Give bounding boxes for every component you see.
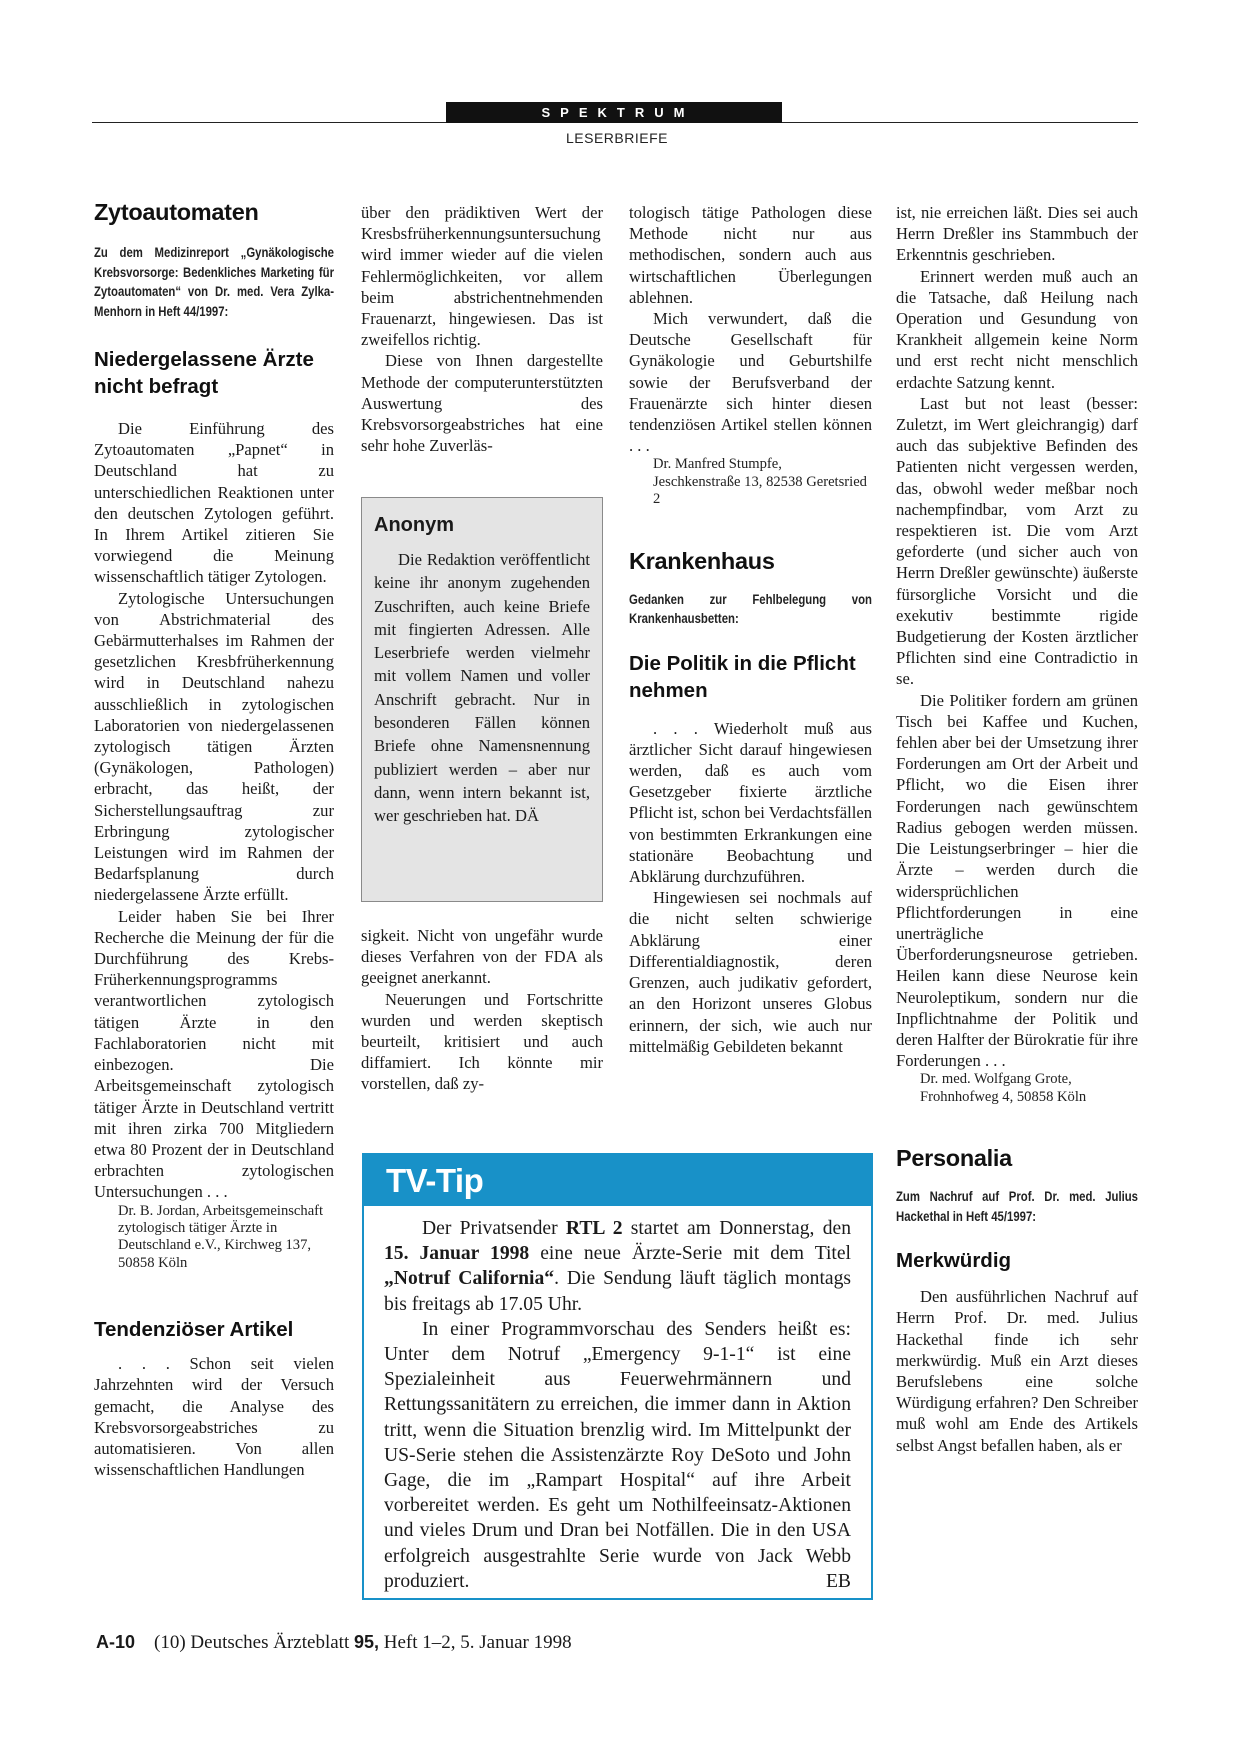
anonym-notice-box	[361, 497, 603, 902]
tv-tip-paragraph: Der Privatsender RTL 2 startet am Donnerstag, den 15. Januar 1998 eine neue Ärzte-Serie mit dem Titel „Notruf California“. Die Sendung läuft täglich montags bis freitags ab 17.05 Uhr.	[384, 1218, 852, 1315]
letter-paragraph: über den prädiktiven Wert der Kresbsfrüherkennungsuntersuchung wird immer wieder auf die vielen Fehlermöglichkeiten, vor allem beim abstrichentnehmenden Frauenarzt, hingewiesen. Das ist zweifellos richtig.	[361, 203, 603, 350]
letter-paragraph: Last but not least (besser: Zuletzt, im Wert gleichrangig) darf auch das subjektive Befinden des Patienten nicht vergessen werden, das, obwohl weder meßbar noch nachempfindbar, vom Arzt zu respektieren ist. Die vom Arzt geforderte (und sicher auch von Herrn Dreßler gewünschte) äußerste fürsorgliche Vorsicht und die exekutiv bestimmte rigide Budgetierung der Kosten ärztlicher Pflichten sind eine Contradictio in se.	[896, 393, 1138, 689]
headline-tendenzioeser-artikel: Tendenziöser Artikel	[94, 1318, 294, 1342]
letter-paragraph: Diese von Ihnen dargestellte Methode der computerunterstützten Auswertung des Krebsvorsorgeabstriches hat eine sehr hohe Zuverläs-	[361, 351, 603, 456]
letter-paragraph: Zytologische Untersuchungen von Abstrichmaterial des Gebärmutterhalses im Rahmen der gesetzlichen Kresbfrüherkennung wird in Deutschland nahezu ausschließlich in zytologischen Laboratorien von niedergelassenen zytologisch tätigen Ärzten (Gynäkologen, Pathologen) erbracht, das heißt, der Sicherstellungsauftrag zur Erbringung zytologischer Leistungen wird im Rahmen der Bedarfsplanung durch niedergelassene Ärzte erfüllt.	[94, 588, 334, 905]
letter-paragraph: . . . Wiederholt muß aus ärztlicher Sicht darauf hingewiesen werden, daß es auch vom Gesetzgeber fixierte ärztliche Pflicht ist, schon bei Verdachtsfällen von bestimmten Erkrankungen eine stationäre Beobachtung und Abklärung durchzuführen.	[629, 718, 872, 887]
intro-zytoautomaten: Zu dem Medizinreport „Gynäkologische Krebsvorsorge: Bedenkliches Marketing für Zytoautomaten“ von Dr. med. Vera Zylka-Menhorn in Heft 44/1997:	[94, 245, 334, 320]
letter-signature: Dr. Manfred Stumpfe, Jeschkenstraße 13, 82538 Geretsried 2	[653, 456, 867, 508]
letter-paragraph: Mich verwundert, daß die Deutsche Gesellschaft für Gynäkologie und Geburtshilfe sowie der Berufsverband der Frauenärzte sich hinter diesen tendenziösen Artikel stellen können . . .	[629, 309, 872, 456]
letter-paragraph: sigkeit. Nicht von ungefähr wurde dieses Verfahren von der FDA als geeignet anerkannt.	[361, 926, 603, 988]
headline-politik-pflicht: Die Politik in die Pflicht nehmen	[629, 651, 856, 702]
tv-tip-title: TV-Tip	[364, 1155, 871, 1206]
anonym-tag: DÄ	[515, 806, 539, 826]
headline-niedergelassene-aerzte: Niedergelassene Ärzte nicht befragt	[94, 348, 314, 398]
footer-issue: Heft 1–2, 5. Januar 1998	[379, 1632, 572, 1653]
footer-volume: 95,	[353, 1632, 380, 1652]
letter-signature: Dr. med. Wolfgang Grote, Frohnhofweg 4, 50858 Köln	[920, 1071, 1087, 1105]
section-subtitle: LESERBRIEFE	[566, 130, 668, 146]
letter-paragraph: Erinnert werden muß auch an die Tatsache, daß Heilung nach Operation und Gesundung von Krankheit allgemein keine Norm und erst recht nicht menschlich erdachte Satzung kennt.	[896, 266, 1138, 392]
letter-paragraph: Den ausführlichen Nachruf auf Herrn Prof. Dr. med. Julius Hackethal finde ich sehr merkwürdig. Muß ein Arzt dieses Berufslebens eine solche Würdigung erfahren? Den Schreiber muß wohl am Ende des Artikels selbst Angst befallen haben, als er	[896, 1287, 1138, 1455]
column-1	[94, 198, 334, 1480]
topic-personalia: Personalia	[896, 1145, 1012, 1172]
page-footer	[96, 1632, 572, 1654]
tv-tip-box	[362, 1153, 873, 1600]
letter-paragraph: Die Politiker fordern am grünen Tisch bei Kaffee und Kuchen, fehlen aber bei der Umsetzung ihrer Forderungen am Ort der Arbeit und Pflicht, wo die Eisen ihrer Forderungen nach gewünschtem Radius gebogen werden müssen. Die Leistungserbringer – hier die Ärzte – werden durch die widersprüchlichen Pflichtforderungen in eine unerträgliche Überforderungsneurose getrieben. Heilen kann diese Neurose kein Neuroleptikum, sondern nur die Inpflichtnahme der Politik und deren Halfter der Bürokratie für ihre Forderungen . . .	[896, 690, 1138, 1071]
letter-paragraph: tologisch tätige Pathologen diese Methode nicht nur aus methodischen, sondern auch aus wirtschaftlichen Überlegungen ablehnen.	[629, 203, 872, 307]
topic-krankenhaus: Krankenhaus	[629, 547, 775, 574]
intro-krankenhaus: Gedanken zur Fehlbelegung von Krankenhausbetten:	[629, 591, 872, 628]
anonym-text: Die Redaktion veröffentlicht keine ihr anonym zugehenden Zuschriften, auch keine Briefe mit fingierten Adressen. Alle Leserbriefe werden vielmehr mit vollem Namen und voller Anschrift gebracht. Nur in besonderen Fällen können Briefe ohne Namensnennung publiziert werden – aber nur dann, wenn intern bekannt ist, wer geschrieben hat.	[374, 550, 590, 826]
column-3	[629, 202, 872, 1057]
letter-paragraph: Hingewiesen sei nochmals auf die nicht selten schwierige Abklärung einer Differentialdiagnostik, deren Grenzen, auch judikativ gefordert, an den Horizont unseres Globus erinnern, der sich, wie auch nur mittelmäßig Gebildeten bekannt	[629, 888, 872, 1056]
letter-signature: Dr. B. Jordan, Arbeitsgemeinschaft zytologisch tätiger Ärzte in Deutschland e.V., Kirchweg 137, 50858 Köln	[118, 1202, 324, 1271]
footer-source: (10) Deutsches Ärzteblatt	[154, 1632, 354, 1653]
column-2-upper	[361, 202, 603, 456]
section-title: SPEKTRUM	[446, 102, 782, 123]
tv-tip-tag: EB	[825, 1570, 851, 1592]
letter-paragraph: . . . Schon seit vielen Jahrzehnten wird der Versuch gemacht, die Analyse des Krebsvorsorgeabstriches zu automatisieren. Von allen wissenschaftlichen Handlungen	[94, 1354, 334, 1480]
letter-paragraph: Die Einführung des Zytoautomaten „Papnet“ in Deutschland hat zu unterschiedlichen Reaktionen unter den deutschen Zytologen geführt. In Ihrem Artikel zitieren Sie vorwiegend die Meinung wissenschaftlich tätiger Zytologen.	[94, 419, 334, 587]
page-number: A-10	[96, 1632, 136, 1652]
topic-zytoautomaten: Zytoautomaten	[94, 199, 259, 225]
intro-personalia: Zum Nachruf auf Prof. Dr. med. Julius Hackethal in Heft 45/1997:	[896, 1189, 1138, 1225]
column-4	[896, 202, 1138, 1456]
headline-merkwuerdig: Merkwürdig	[896, 1249, 1012, 1273]
letter-paragraph: Neuerungen und Fortschritte wurden und werden skeptisch beurteilt, kritisiert und auch diffamiert. Ich könnte mir vorstellen, daß zy-	[361, 989, 603, 1094]
anonym-title: Anonym	[374, 514, 454, 536]
letter-paragraph: ist, nie erreichen läßt. Dies sei auch Herrn Dreßler ins Stammbuch der Erkenntnis geschrieben.	[896, 203, 1138, 265]
tv-tip-paragraph: In einer Programmvorschau des Senders heißt es: Unter dem Notruf „Emergency 9-1-1“ ist eine Spezialeinheit aus Feuerwehrmännern und Rettungssanitätern zu erreichen, die immer dann in Aktion tritt, wenn die Situation brenzlig wird. Im Mittelpunkt der US-Serie stehen die Assistenzärzte Roy DeSoto und John Gage, die im „Rampart Hospital“ auf ihre Arbeit vorbereitet werden. Es geht um Nothilfeeinsatz-Aktionen und vieles Drum und Dran bei Notfällen. Die in den USA erfolgreich ausgestrahlte Serie wurde von Jack Webb produziert. EB	[384, 1317, 851, 1594]
column-2-lower	[361, 925, 603, 1095]
letter-paragraph: Leider haben Sie bei Ihrer Recherche die Meinung der für die Durchführung des Krebs-Früherkennungsprogramms verantwortlichen zytologisch tätigen Ärzte in den Fachlaboratorien nicht mit einbezogen. Die Arbeitsgemeinschaft zytologisch tätiger Ärzte in Deutschland vertritt mit ihren zirka 700 Mitgliedern etwa 80 Prozent der in Deutschland erbrachten zytologischen Untersuchungen . . .	[94, 906, 334, 1202]
